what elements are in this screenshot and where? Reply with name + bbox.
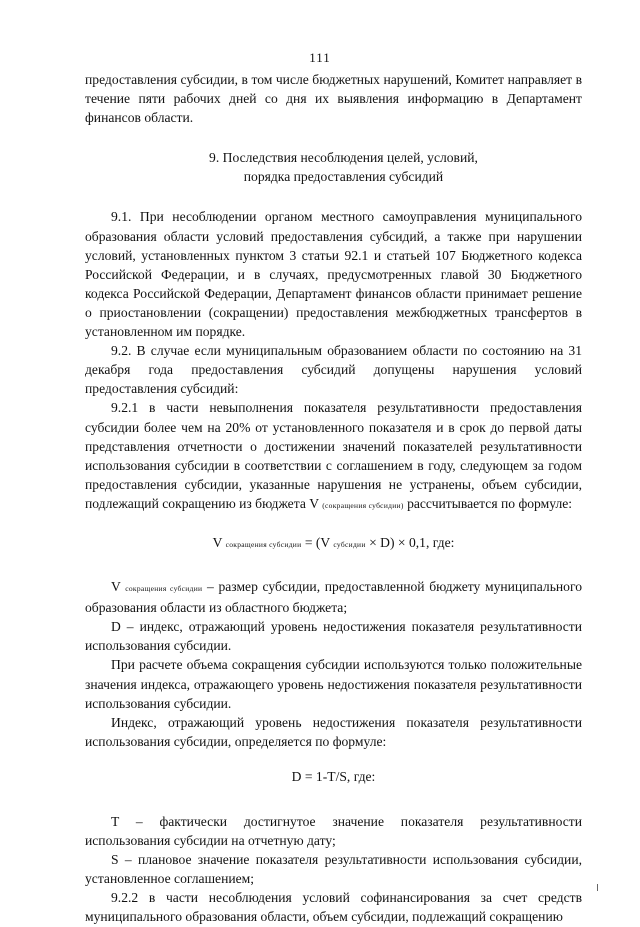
paragraph-9-2-1-text: 9.2.1 в части невыполнения показателя результативности предоставления субсидии более чем на 20% от установленного показателя и в срок до первой даты представления отчетности о достижении значений показателей результативности использования субсидии в соответствии с соглашением в году, следующем за годом предоставления субсидии, указанные нарушения не устранены, объем субсидии, подлежащий сокращению из бюджета V xyxy=(85,400,582,511)
definition-v xyxy=(85,577,582,617)
definition-t: T – фактически достигнутое значение показателя результативности использования субсидии на отчетную дату; xyxy=(85,814,582,849)
page-number: 111 xyxy=(309,50,331,65)
formula-reduction xyxy=(85,533,582,554)
definition-v-symbol: V xyxy=(111,579,121,595)
section-heading-line-2: порядка предоставления субсидий xyxy=(243,169,444,185)
formula-reduction-rest: × D) × 0,1, где: xyxy=(365,534,455,550)
paragraph-index: Индекс, отражающий уровень недостижения показателя результативности использования субсидии, определяется по формуле: xyxy=(85,714,582,749)
formula-reduction-v: V xyxy=(212,534,223,550)
formula-reduction-sub-2: субсидии xyxy=(333,539,366,549)
formula-index: D = 1-T/S, где: xyxy=(291,768,376,784)
paragraph-9-2-1-tail: рассчитывается по формуле: xyxy=(403,495,573,511)
document-body xyxy=(85,70,582,927)
formula-reduction-sub-1: сокращения субсидии xyxy=(225,539,302,549)
paragraph-intro: предоставления субсидии, в том числе бюджетных нарушений, Комитет направляет в течение пяти рабочих дней со дня их выявления информацию в Департамент финансов области. xyxy=(85,72,582,126)
paragraph-9-1: 9.1. При несоблюдении органом местного самоуправления муниципального образования области условий предоставления субсидий, а также при нарушении условий, установленных пунктом 3 статьи 92.1 и статьей 107 Бюджетного кодекса Российской Федерации, и в случаях, предусмотренных главой 30 Бюджетного кодекса Российской Федерации, Департамент финансов области принимает решение о приостановлении (сокращении) предоставления межбюджетных трансфертов в установленном им порядке. xyxy=(85,209,582,340)
scan-mark xyxy=(597,884,598,891)
section-heading xyxy=(105,148,582,186)
paragraph-9-2: 9.2. В случае если муниципальным образованием области по состоянию на 31 декабря года предоставления субсидий допущены нарушения условий предоставления субсидий: xyxy=(85,343,582,397)
paragraph-calculation: При расчете объема сокращения субсидии используются только положительные значения индекса, отражающего уровень недостижения показателя результативности использования субсидии. xyxy=(85,657,582,711)
paragraph-9-2-1-subscript: (сокращения субсидии) xyxy=(322,500,404,510)
paragraph-9-2-1 xyxy=(85,398,582,515)
formula-reduction-mid: = (V xyxy=(301,534,330,550)
definition-d: D – индекс, отражающий уровень недостижения показателя результативности использования субсидии. xyxy=(85,619,582,654)
definition-v-text: – размер субсидии, предоставленной бюджету муниципального образования области из областного бюджета; xyxy=(85,579,583,616)
paragraph-9-2-2: 9.2.2 в части несоблюдения условий софинансирования за счет средств муниципального образования области, объем субсидии, подлежащий сокращению xyxy=(85,890,582,925)
definition-s: S – плановое значение показателя результативности использования субсидии, установленное соглашением; xyxy=(85,852,582,887)
section-heading-line-1: 9. Последствия несоблюдения целей, условий, xyxy=(209,150,478,166)
definition-v-subscript: сокращения субсидии xyxy=(125,584,203,594)
